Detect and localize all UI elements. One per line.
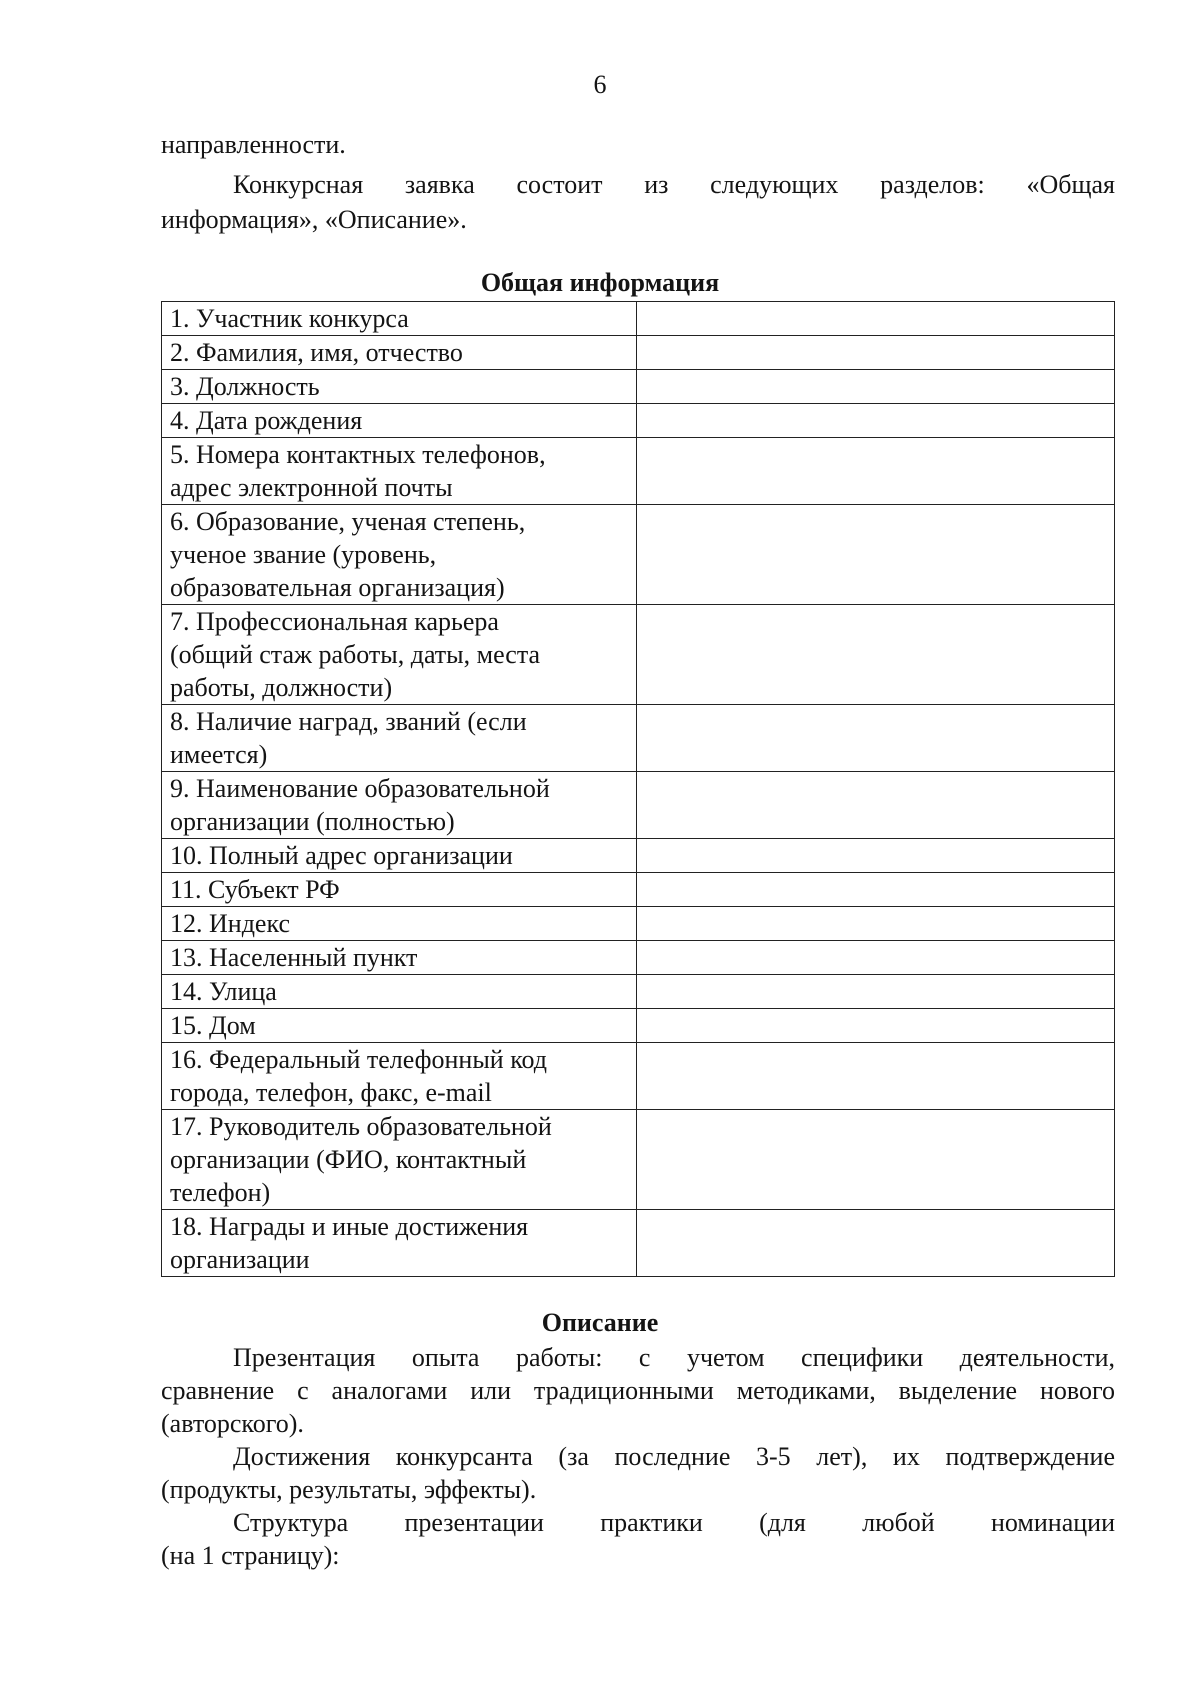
row-label-line: 12. Индекс: [170, 909, 290, 938]
table-row: [162, 839, 1115, 873]
intro-line-2: Конкурсная заявка состоит из следующих разделов: «Общая: [233, 170, 1115, 199]
intro-line-3: информация», «Описание».: [161, 205, 467, 234]
table-row: [162, 907, 1115, 941]
row-label-line: 15. Дом: [170, 1011, 256, 1040]
page-number: 6: [593, 70, 607, 99]
row-label: [162, 772, 637, 839]
row-value-field[interactable]: [637, 302, 1115, 336]
row-label-line: 2. Фамилия, имя, отчество: [170, 338, 463, 367]
row-label-line: 16. Федеральный телефонный код: [170, 1045, 547, 1074]
intro-line-1: направленности.: [161, 130, 346, 159]
row-value-field[interactable]: [637, 605, 1115, 705]
table-row: [162, 1110, 1115, 1210]
row-label: [162, 975, 637, 1009]
row-label-line: 8. Наличие наград, званий (если: [170, 707, 527, 736]
row-label-line: города, телефон, факс, e-mail: [170, 1078, 492, 1107]
row-value-field[interactable]: [637, 370, 1115, 404]
row-label-line: 18. Награды и иные достижения: [170, 1212, 529, 1241]
row-label: [162, 907, 637, 941]
row-label-line: (общий стаж работы, даты, места: [170, 640, 541, 669]
table-row: [162, 605, 1115, 705]
row-value-field[interactable]: [637, 1043, 1115, 1110]
description-p3-line-2: (на 1 страницу):: [161, 1541, 340, 1570]
row-label-line: работы, должности): [170, 673, 393, 702]
table-row: [162, 975, 1115, 1009]
general-info-heading: Общая информация: [480, 268, 720, 297]
row-value-field[interactable]: [637, 873, 1115, 907]
row-label-line: 17. Руководитель образовательной: [170, 1112, 552, 1141]
row-label: [162, 941, 637, 975]
description-p1-line-1: Презентация опыта работы: с учетом специфики деятельности,: [233, 1343, 1115, 1372]
row-label: [162, 370, 637, 404]
description-heading: Описание: [541, 1308, 659, 1337]
row-label: [162, 705, 637, 772]
row-label-line: организации: [170, 1245, 310, 1274]
row-label-line: 9. Наименование образовательной: [170, 774, 550, 803]
row-label-line: адрес электронной почты: [170, 473, 453, 502]
table-row: [162, 336, 1115, 370]
table-row: [162, 438, 1115, 505]
row-label-line: 5. Номера контактных телефонов,: [170, 440, 546, 469]
table-row: [162, 1009, 1115, 1043]
row-label: [162, 505, 637, 605]
description-p3-line-1: Структура презентации практики (для любой номинации: [233, 1508, 1115, 1537]
row-label: [162, 605, 637, 705]
row-value-field[interactable]: [637, 975, 1115, 1009]
general-info-table: [161, 301, 1115, 1277]
row-value-field[interactable]: [637, 505, 1115, 605]
row-label-line: 10. Полный адрес организации: [170, 841, 513, 870]
row-label-line: образовательная организация): [170, 573, 505, 602]
row-label: [162, 1043, 637, 1110]
row-label-line: 13. Населенный пункт: [170, 943, 418, 972]
table-row: [162, 505, 1115, 605]
row-label-line: ученое звание (уровень,: [170, 540, 437, 569]
row-label: [162, 839, 637, 873]
row-label-line: 1. Участник конкурса: [170, 304, 409, 333]
row-value-field[interactable]: [637, 1009, 1115, 1043]
row-label-line: 6. Образование, ученая степень,: [170, 507, 526, 536]
row-label: [162, 404, 637, 438]
table-row: [162, 404, 1115, 438]
table-row: [162, 370, 1115, 404]
table-row: [162, 705, 1115, 772]
table-row: [162, 1210, 1115, 1277]
row-value-field[interactable]: [637, 705, 1115, 772]
row-label-line: 7. Профессиональная карьера: [170, 607, 499, 636]
row-value-field[interactable]: [637, 1210, 1115, 1277]
table-row: [162, 873, 1115, 907]
row-label-line: телефон): [170, 1178, 271, 1207]
row-label: [162, 1009, 637, 1043]
row-label: [162, 1110, 637, 1210]
description-p1-line-3: (авторского).: [161, 1409, 304, 1438]
description-p2-line-1: Достижения конкурсанта (за последние 3-5 лет), их подтверждение: [233, 1442, 1115, 1471]
row-value-field[interactable]: [637, 772, 1115, 839]
row-label-line: 3. Должность: [170, 372, 320, 401]
row-value-field[interactable]: [637, 336, 1115, 370]
row-label: [162, 336, 637, 370]
row-label: [162, 873, 637, 907]
row-value-field[interactable]: [637, 839, 1115, 873]
row-label-line: организации (полностью): [170, 807, 455, 836]
table-row: [162, 772, 1115, 839]
row-label-line: 14. Улица: [170, 977, 277, 1006]
description-p2-line-2: (продукты, результаты, эффекты).: [161, 1475, 537, 1504]
row-value-field[interactable]: [637, 941, 1115, 975]
row-label: [162, 1210, 637, 1277]
row-label-line: имеется): [170, 740, 268, 769]
row-label-line: 4. Дата рождения: [170, 406, 363, 435]
row-value-field[interactable]: [637, 404, 1115, 438]
row-label-line: организации (ФИО, контактный: [170, 1145, 527, 1174]
row-value-field[interactable]: [637, 907, 1115, 941]
row-label-line: 11. Субъект РФ: [170, 875, 340, 904]
row-label: [162, 302, 637, 336]
row-value-field[interactable]: [637, 438, 1115, 505]
row-label: [162, 438, 637, 505]
description-p1-line-2: сравнение с аналогами или традиционными методиками, выделение нового: [161, 1376, 1115, 1405]
table-row: [162, 1043, 1115, 1110]
table-row: [162, 941, 1115, 975]
table-row: [162, 302, 1115, 336]
row-value-field[interactable]: [637, 1110, 1115, 1210]
